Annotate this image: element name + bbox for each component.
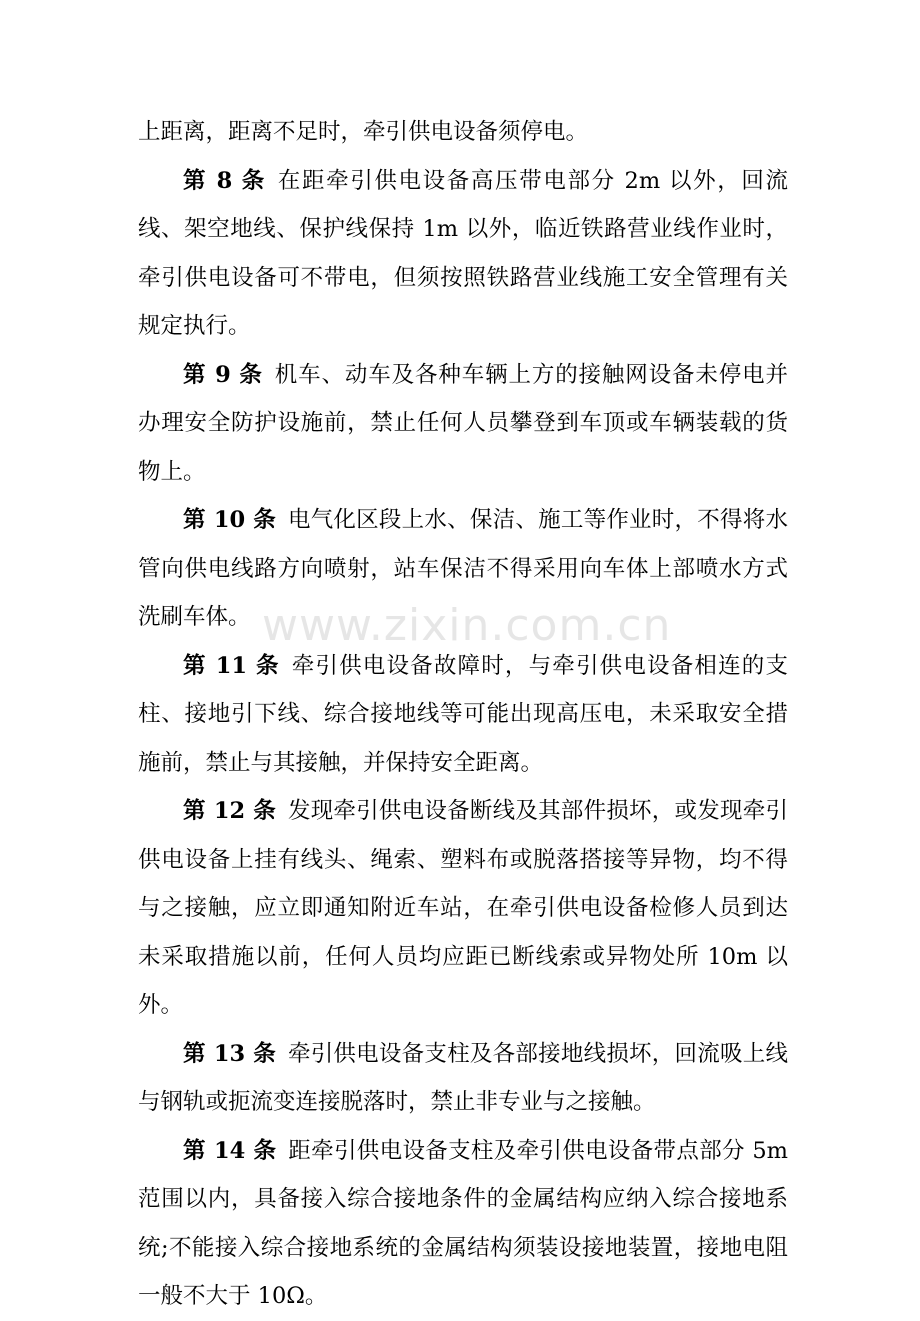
article-text: 在距牵引供电设备高压带电部分 2m 以外，回流线、架空地线、保护线保持 1m 以外，临近铁路营业线作业时，牵引供电设备可不带电，但须按照铁路营业线施工安全管理有关规定执行。 [138,167,788,339]
article-12 [138,787,788,1030]
article-text: 机车、动车及各种车辆上方的接触网设备未停电并办理安全防护设施前，禁止任何人员攀登到车顶或车辆装载的货物上。 [138,361,788,485]
article-14 [138,1127,788,1321]
article-text: 距牵引供电设备支柱及牵引供电设备带点部分 5m 范围以内，具备接入综合接地条件的金属结构应纳入综合接地系统;不能接入综合接地系统的金属结构须装设接地装置，接地电阻一般不大于 10Ω。 [138,1137,788,1309]
article-9 [138,351,788,497]
article-text: 牵引供电设备故障时，与牵引供电设备相连的支柱、接地引下线、综合接地线等可能出现高压电，未采取安全措施前，禁止与其接触，并保持安全距离。 [138,652,788,776]
paragraph-text: 上距离，距离不足时，牵引供电设备须停电。 [138,119,589,145]
article-number: 第 11 条 [183,652,280,679]
article-number: 第 14 条 [183,1137,277,1164]
article-10 [138,496,788,642]
article-number: 第 10 条 [183,507,276,533]
document-body [138,108,788,1321]
article-number: 第 12 条 [183,798,276,824]
article-text: 牵引供电设备支柱及各部接地线损坏，回流吸上线与钢轨或扼流变连接脱落时，禁止非专业与之接触。 [138,1040,788,1115]
article-text: 发现牵引供电设备断线及其部件损坏，或发现牵引供电设备上挂有线头、绳索、塑料布或脱落搭接等异物，均不得与之接触，应立即通知附近车站，在牵引供电设备检修人员到达未采取措施以前，任何人员均应距已断线索或异物处所 10m 以外。 [138,798,788,1018]
article-13 [138,1030,788,1127]
paragraph-continuation [138,108,788,157]
article-number: 第 9 条 [183,361,263,388]
article-text: 电气化区段上水、保洁、施工等作业时，不得将水管向供电线路方向喷射，站车保洁不得采用向车体上部喷水方式洗刷车体。 [138,507,788,630]
article-11 [138,642,788,788]
watermark: www.zixin.com.cn [262,600,672,651]
article-number: 第 13 条 [183,1040,276,1067]
article-number: 第 8 条 [183,167,266,194]
article-8 [138,157,788,351]
